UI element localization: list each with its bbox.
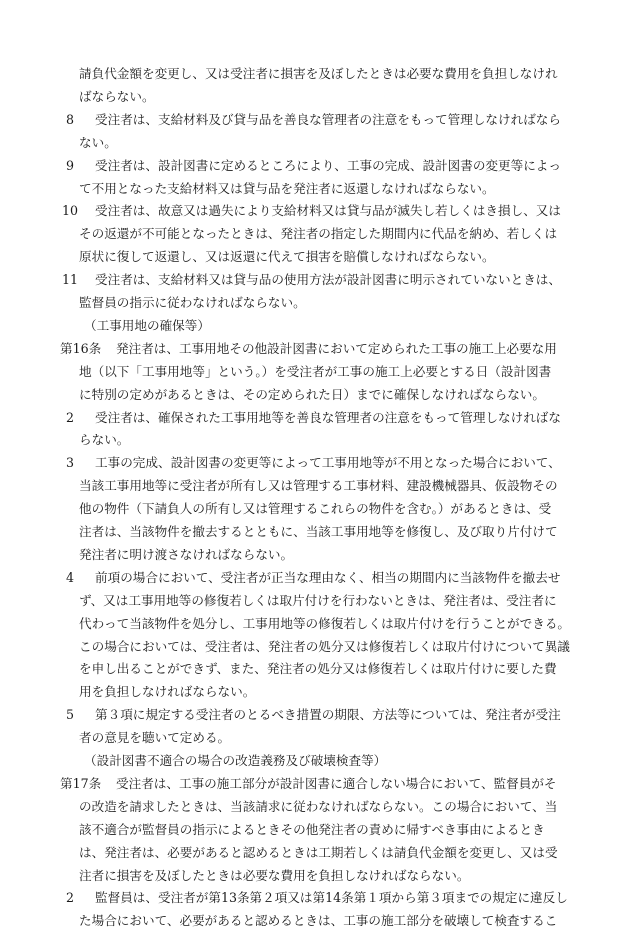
line-text: 受注者は、工事の施工部分が設計図書に適合しない場合において、監督員がそ [116, 775, 557, 791]
paragraph-item-line [0, 154, 630, 178]
line-text: 発注者に明け渡さなければならない。 [79, 546, 294, 562]
text-line [0, 864, 630, 888]
paragraph-item-line [0, 566, 630, 590]
paragraph-item-line [0, 451, 630, 475]
text-line [0, 245, 630, 269]
text-line [0, 818, 630, 842]
item-number: 4 [66, 569, 75, 585]
text-line [0, 222, 630, 246]
line-text: ない。 [79, 134, 117, 150]
paragraph-item-line [0, 199, 630, 223]
text-line [0, 795, 630, 819]
text-line [0, 635, 630, 659]
line-text: 地（以下「工事用地等」という。）を受注者が工事の施工上必要とする日（設計図書 [79, 363, 552, 379]
line-text: 受注者は、設計図書に定めるところにより、工事の完成、設計図書の変更等によっ [95, 157, 561, 173]
article-number: 第17条 [60, 775, 102, 791]
line-text: て不用となった支給材料又は貸与品を発注者に返還しなければならない。 [79, 180, 495, 196]
line-text: 発注者は、工事用地その他設計図書において定められた工事の施工上必要な用 [116, 340, 557, 356]
line-text: 該不適合が監督員の指示によるときその他発注者の責めに帰すべき事由によるとき [79, 821, 545, 837]
text-line [0, 497, 630, 521]
article-number: 第16条 [60, 340, 102, 356]
paragraph-item-line [0, 703, 630, 727]
text-line [0, 612, 630, 636]
paragraph-item-line [0, 406, 630, 430]
text-line [0, 383, 630, 407]
text-line [0, 726, 630, 750]
paragraph-item-line [0, 108, 630, 132]
line-text: 注者は、当該物件を撤去するとともに、当該工事用地等を修復し、及び取り片付けて [79, 524, 558, 539]
text-line [0, 520, 630, 544]
text-line [0, 291, 630, 315]
line-text: 工事の完成、設計図書の変更等によって工事用地等が不用となった場合において、 [95, 455, 561, 471]
line-text: 前項の場合において、受注者が正当な理由なく、相当の期間内に当該物件を撤去せ [95, 569, 561, 585]
paragraph-item-line [0, 268, 630, 292]
item-number: 11 [62, 272, 79, 288]
text-line [0, 62, 630, 86]
item-number: 10 [62, 203, 79, 219]
text-line [0, 680, 630, 704]
line-text: 他の物件（下請負人の所有し又は管理するこれらの物件を含む。）があるときは、受 [79, 501, 552, 517]
line-text: を申し出ることができず、また、発注者の処分又は修復若しくは取片付けに要した費 [79, 661, 557, 677]
line-text: 原状に復して返還し、又は返還に代えて損害を賠償しなければならない。 [79, 249, 495, 265]
line-text: 監督員は、受注者が第13条第２項又は第14条第１項から第３項までの規定に違反し [95, 890, 568, 906]
line-text: は、発注者は、必要があると認めるときは工期若しくは請負代金額を変更し、又は受 [79, 844, 558, 860]
line-text: この場合においては、受注者は、発注者の処分又は修復若しくは取片付けについて異議 [79, 638, 570, 654]
line-text: 受注者は、支給材料及び貸与品を善良な管理者の注意をもって管理しなければなら [95, 111, 561, 127]
text-line [0, 909, 630, 933]
line-text: の改造を請求したときは、当該請求に従わなければならない。この場合において、当 [79, 798, 558, 814]
item-number: 2 [66, 890, 75, 906]
text-line [0, 131, 630, 155]
item-number: 8 [66, 111, 75, 127]
text-line [0, 360, 630, 384]
line-text: その返還が不可能となったときは、発注者の指定した期間内に代品を納め、若しくは [79, 226, 558, 242]
heading-text: （工事用地の確保等） [84, 317, 210, 333]
heading-text: （設計図書不適合の場合の改造義務及び破壊検査等） [84, 753, 387, 768]
line-text: 受注者は、支給材料又は貸与品の使用方法が設計図書に明示されていないときは、 [95, 272, 561, 288]
item-number: 2 [66, 409, 75, 425]
section-heading [0, 314, 630, 338]
line-text: 第３項に規定する受注者のとるべき措置の期限、方法等については、発注者が受注 [95, 707, 561, 723]
line-text: 用を負担しなければならない。 [79, 684, 256, 700]
text-line [0, 841, 630, 865]
text-line [0, 85, 630, 109]
line-text: 受注者は、故意又は過失により支給材料又は貸与品が滅失し若しくはき損し、又は [95, 203, 561, 219]
article-line [0, 772, 630, 796]
line-text: 代わって当該物件を処分し、工事用地等の修復若しくは取片付けを行うことができる。 [79, 615, 571, 631]
paragraph-item-line [0, 886, 630, 910]
text-line [0, 657, 630, 681]
section-heading [0, 749, 630, 773]
text-line [0, 428, 630, 452]
line-text: ず、又は工事用地等の修復若しくは取片付けを行わないときは、発注者は、受注者に [79, 592, 557, 608]
line-text: 受注者は、確保された工事用地等を善良な管理者の注意をもって管理しなければな [95, 409, 561, 425]
line-text: らない。 [79, 432, 130, 448]
text-line [0, 543, 630, 567]
text-line [0, 589, 630, 613]
text-line [0, 474, 630, 498]
text-line [0, 177, 630, 201]
item-number: 9 [66, 157, 75, 173]
line-text: 請負代金額を変更し、又は受注者に損害を及ぼしたときは必要な費用を負担しなけれ [79, 66, 558, 81]
line-text: た場合において、必要があると認めるときは、工事の施工部分を破壊して検査するこ [79, 913, 558, 929]
line-text: に特別の定めがあるときは、その定められた日）までに確保しなければならない。 [79, 386, 545, 402]
article-line [0, 337, 630, 361]
line-text: 監督員の指示に従わなければならない。 [79, 295, 306, 310]
line-text: ばならない。 [79, 88, 155, 104]
line-text: 注者に損害を及ぼしたときは必要な費用を負担しなければならない。 [79, 867, 470, 883]
line-text: 当該工事用地等に受注者が所有し又は管理する工事材料、建設機械器具、仮設物その [79, 478, 558, 494]
item-number: 3 [66, 455, 75, 471]
line-text: 者の意見を聴いて定める。 [79, 730, 231, 746]
item-number: 5 [66, 707, 75, 723]
